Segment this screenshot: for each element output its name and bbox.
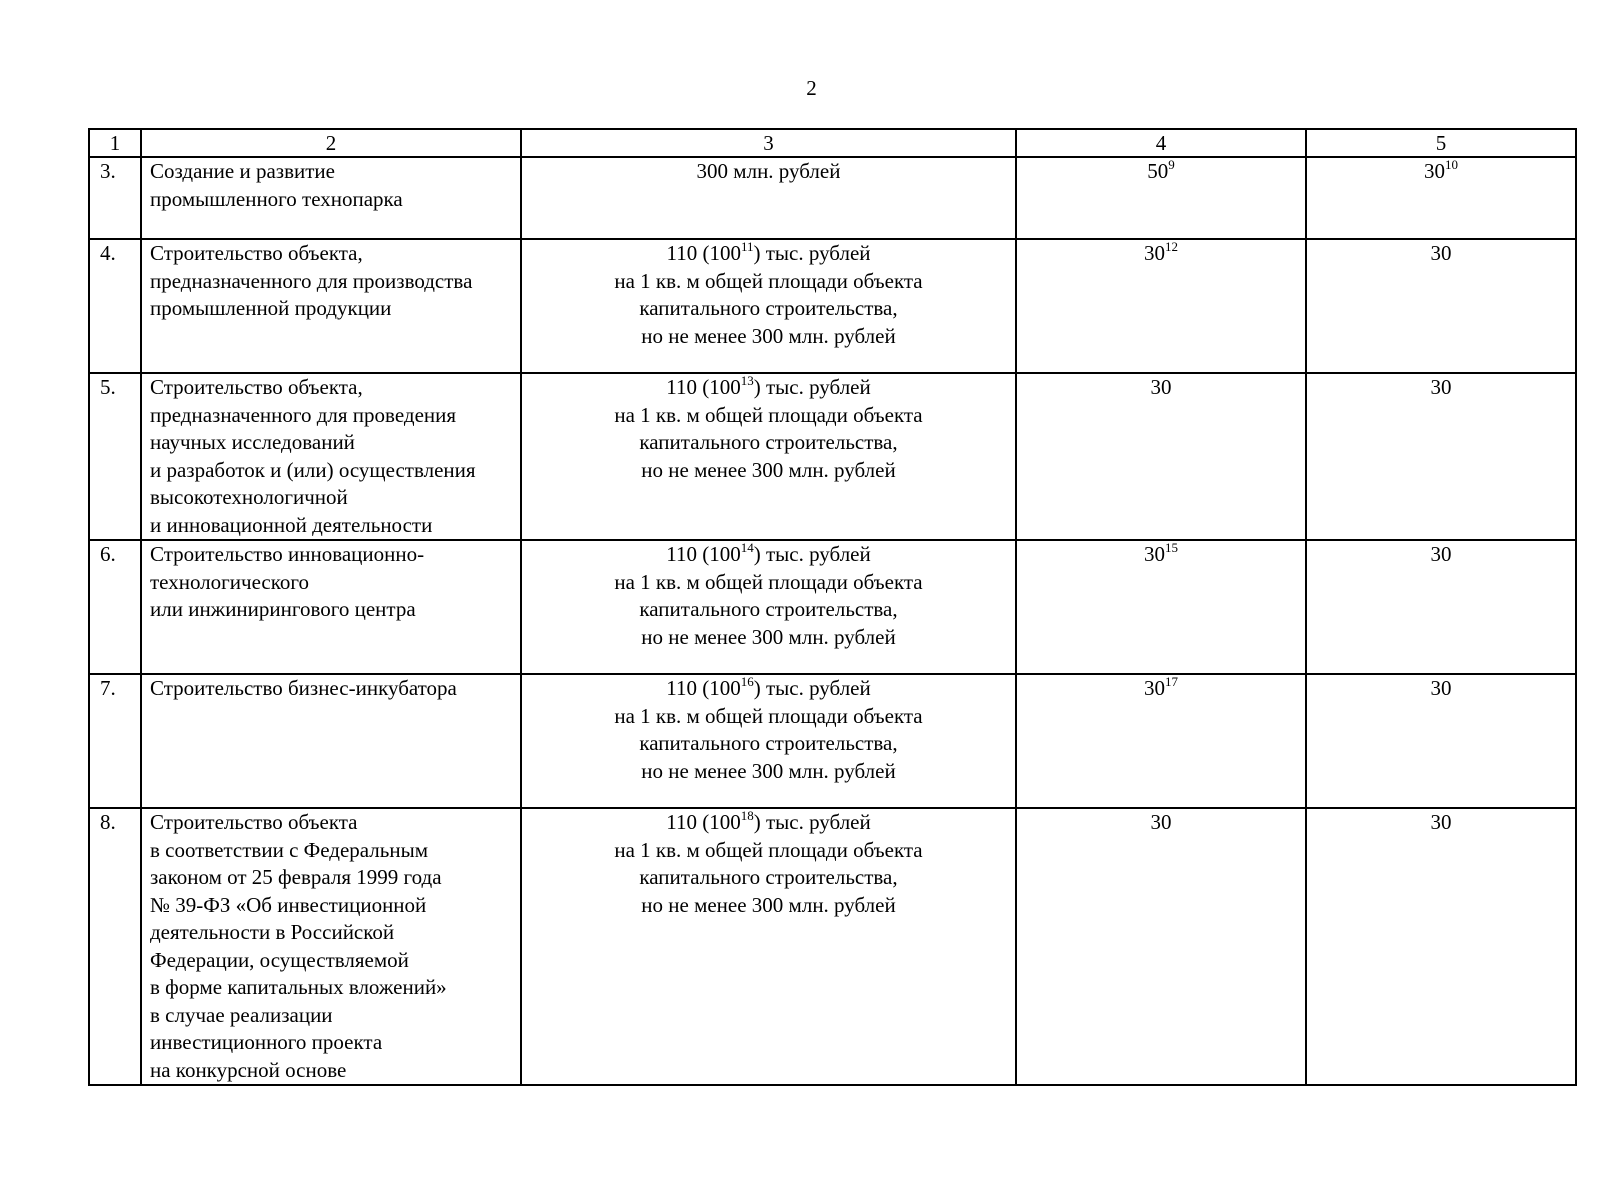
name-line: Федерации, осуществляемой — [150, 947, 409, 972]
name-line: Строительство инновационно- — [150, 542, 425, 566]
footnote-ref: 17 — [1165, 674, 1178, 689]
row-col5 — [1306, 808, 1576, 1085]
col5-value: 30 — [1430, 676, 1452, 700]
col4-value: 30 — [1144, 676, 1165, 700]
amount-line: капитального строительства, — [639, 865, 898, 889]
row-amount — [521, 239, 1016, 373]
name-line: технологического — [150, 569, 309, 594]
row-number: 4. — [89, 239, 141, 373]
name-line: инвестиционного проекта — [150, 1030, 383, 1054]
amount-line: на 1 кв. м общей площади объекта — [614, 402, 923, 427]
name-line: деятельности в Российской — [150, 920, 395, 944]
amount-unit: ) тыс. рублей — [753, 375, 871, 399]
header-cell-col2: 2 — [141, 129, 521, 157]
name-line: Строительство бизнес-инкубатора — [150, 676, 457, 700]
col5-value: 30 — [1430, 542, 1452, 566]
name-line: в случае реализации — [150, 1002, 333, 1027]
table-row — [89, 373, 1576, 540]
amount-unit: ) тыс. рублей — [753, 676, 871, 700]
amount-line: но не менее 300 млн. рублей — [641, 892, 896, 917]
name-line: промышленной продукции — [150, 296, 392, 320]
row-col4 — [1016, 373, 1306, 540]
amount-line: но не менее 300 млн. рублей — [641, 323, 896, 348]
col5-value: 30 — [1430, 375, 1452, 399]
row-number: 7. — [89, 674, 141, 808]
row-name — [141, 540, 521, 674]
amount-first-line — [530, 374, 1007, 402]
row-col5 — [1306, 157, 1576, 239]
row-col5 — [1306, 674, 1576, 808]
amount-value: 110 (100 — [666, 375, 741, 399]
investment-table — [88, 128, 1577, 1086]
header-cell-col3: 3 — [521, 129, 1016, 157]
name-line: или инжинирингового центра — [150, 597, 416, 621]
header-cell-col5: 5 — [1306, 129, 1576, 157]
table-row — [89, 674, 1576, 808]
header-cell-col4: 4 — [1016, 129, 1306, 157]
row-number: 8. — [89, 808, 141, 1085]
row-amount — [521, 808, 1016, 1085]
row-col4 — [1016, 540, 1306, 674]
row-col5 — [1306, 239, 1576, 373]
amount-first-line — [530, 809, 1007, 837]
footnote-ref: 9 — [1168, 157, 1175, 172]
name-line: предназначенного для проведения — [150, 402, 457, 427]
row-amount — [521, 373, 1016, 540]
page-number: 2 — [806, 76, 817, 100]
footnote-ref: 12 — [1165, 239, 1178, 254]
footnote-ref: 14 — [740, 540, 754, 555]
amount-line: на 1 кв. м общей площади объекта — [614, 268, 923, 293]
row-amount — [521, 540, 1016, 674]
col4-value: 30 — [1144, 241, 1165, 265]
amount-line: капитального строительства, — [639, 731, 898, 755]
header-cell-col1: 1 — [89, 129, 141, 157]
footnote-ref: 13 — [740, 373, 754, 388]
amount-unit: ) тыс. рублей — [753, 241, 871, 265]
amount-first-line — [530, 158, 1007, 186]
amount-line: но не менее 300 млн. рублей — [641, 624, 896, 649]
row-name — [141, 157, 521, 239]
amount-value: 110 (100 — [666, 810, 741, 834]
name-line: Строительство объекта, — [150, 241, 363, 265]
col4-value: 30 — [1144, 542, 1165, 566]
name-line: в соответствии с Федеральным — [150, 837, 428, 862]
row-name — [141, 373, 521, 540]
amount-value: 110 (100 — [666, 676, 741, 700]
amount-first-line — [530, 541, 1007, 569]
name-line: и инновационной деятельности — [150, 512, 433, 537]
amount-line: но не менее 300 млн. рублей — [641, 457, 896, 482]
name-line: в форме капитальных вложений» — [150, 975, 447, 999]
row-col5 — [1306, 373, 1576, 540]
amount-value: 300 млн. рублей — [696, 159, 841, 183]
name-line: Строительство объекта, — [150, 375, 363, 399]
table-row — [89, 239, 1576, 373]
amount-line: капитального строительства, — [639, 430, 898, 454]
row-number: 6. — [89, 540, 141, 674]
name-line: на конкурсной основе — [150, 1057, 347, 1082]
row-name — [141, 239, 521, 373]
table-row — [89, 808, 1576, 1085]
amount-value: 110 (100 — [666, 542, 741, 566]
row-amount — [521, 674, 1016, 808]
col4-value: 30 — [1150, 375, 1172, 399]
amount-first-line — [530, 240, 1007, 268]
row-col4 — [1016, 674, 1306, 808]
col5-value: 30 — [1430, 810, 1452, 834]
col4-value: 30 — [1150, 810, 1172, 834]
row-number: 5. — [89, 373, 141, 540]
name-line: и разработок и (или) осуществления — [150, 457, 476, 482]
table-row — [89, 540, 1576, 674]
footnote-ref: 11 — [740, 239, 754, 254]
amount-unit: ) тыс. рублей — [753, 542, 871, 566]
row-col5 — [1306, 540, 1576, 674]
row-amount — [521, 157, 1016, 239]
amount-line: на 1 кв. м общей площади объекта — [614, 569, 923, 594]
row-number: 3. — [89, 157, 141, 239]
name-line: Строительство объекта — [150, 810, 358, 834]
amount-value: 110 (100 — [666, 241, 741, 265]
amount-line: на 1 кв. м общей площади объекта — [614, 837, 923, 862]
name-line: законом от 25 февраля 1999 года — [150, 865, 442, 889]
name-line: Создание и развитие — [150, 159, 335, 183]
col5-value: 30 — [1424, 159, 1445, 183]
col4-value: 50 — [1147, 159, 1169, 183]
name-line: предназначенного для производства — [150, 268, 473, 293]
row-name — [141, 674, 521, 808]
footnote-ref: 16 — [740, 674, 754, 689]
amount-line: но не менее 300 млн. рублей — [641, 758, 896, 783]
footnote-ref: 15 — [1165, 540, 1178, 555]
row-col4 — [1016, 239, 1306, 373]
row-col4 — [1016, 157, 1306, 239]
name-line: высокотехнологичной — [150, 485, 348, 509]
footnote-ref: 10 — [1445, 157, 1458, 172]
row-name — [141, 808, 521, 1085]
name-line: научных исследований — [150, 430, 355, 454]
name-line: промышленного технопарка — [150, 186, 403, 211]
table-row — [89, 157, 1576, 239]
amount-unit: ) тыс. рублей — [753, 810, 871, 834]
header-row — [89, 129, 1576, 157]
amount-first-line — [530, 675, 1007, 703]
amount-line: на 1 кв. м общей площади объекта — [614, 703, 923, 728]
name-line: № 39-ФЗ «Об инвестиционной — [150, 892, 427, 917]
amount-line: капитального строительства, — [639, 597, 898, 621]
col5-value: 30 — [1430, 241, 1452, 265]
row-col4 — [1016, 808, 1306, 1085]
amount-line: капитального строительства, — [639, 296, 898, 320]
footnote-ref: 18 — [740, 808, 754, 823]
